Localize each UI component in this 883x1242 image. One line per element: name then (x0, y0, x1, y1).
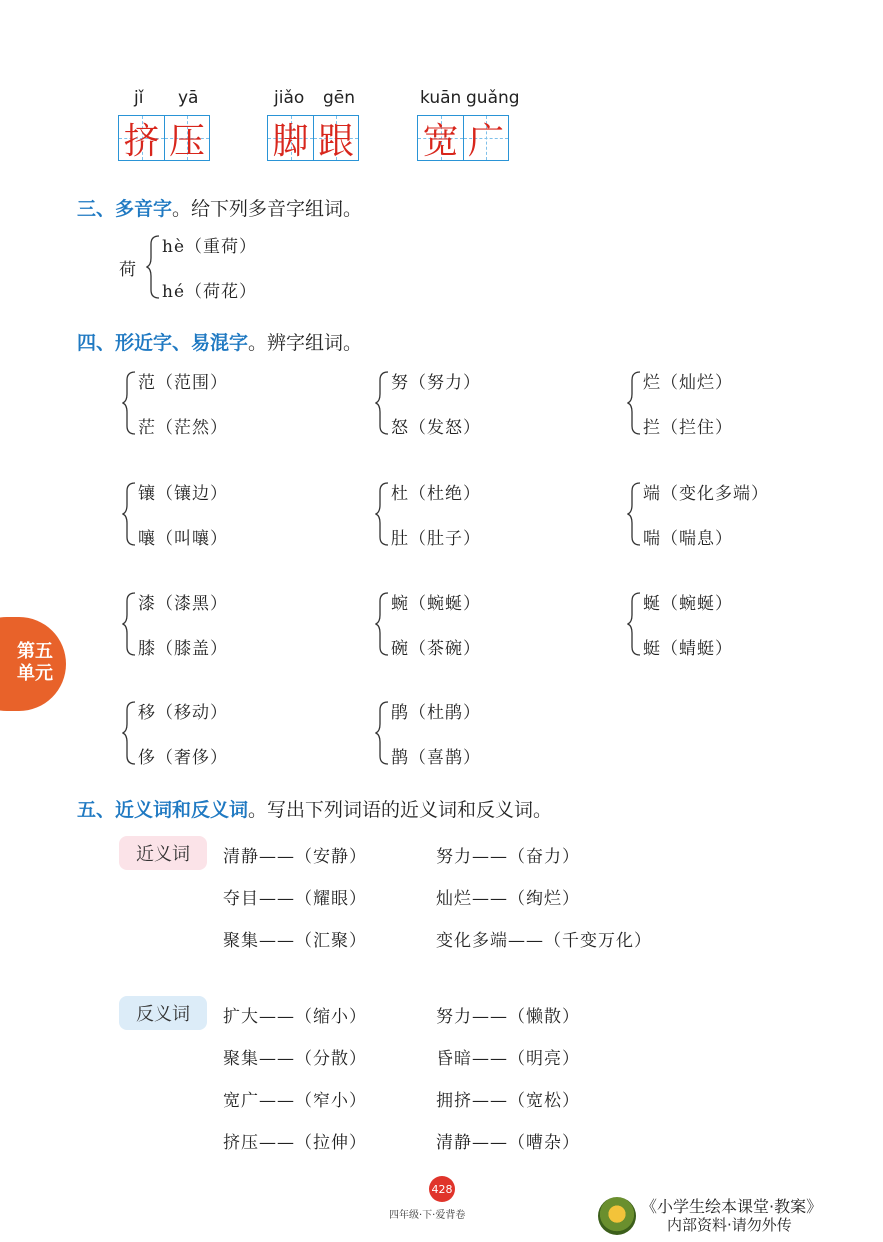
char-pair-group (375, 698, 615, 768)
char-pair-group (375, 368, 615, 438)
pinyin-syllable: yā (178, 88, 199, 108)
pinyin-syllable: guǎng (466, 88, 520, 108)
pair-line: 努（努力） (391, 373, 481, 393)
pair-line: 怒（发怒） (391, 418, 481, 438)
section-heading-4 (77, 328, 362, 355)
char-pair-group (627, 368, 867, 438)
book-logo-icon (598, 1197, 636, 1235)
writing-cell (313, 115, 359, 161)
section-instruction: 。辨字组词。 (248, 332, 363, 354)
brace-icon (375, 589, 391, 659)
synonym-item: 夺目——（耀眼） (223, 889, 367, 909)
pair-line: 蜒（蜿蜒） (643, 594, 733, 614)
brace-icon (375, 698, 391, 768)
brace-icon (627, 589, 643, 659)
pair-line: 范（范围） (138, 373, 228, 393)
antonym-item: 挤压——（拉伸） (223, 1133, 367, 1153)
pair-line: 喘（喘息） (643, 529, 733, 549)
brace-icon (122, 589, 138, 659)
writing-cell (267, 115, 313, 161)
synonym-item: 灿烂——（绚烂） (436, 889, 580, 909)
pair-line: 鹃（杜鹃） (391, 703, 481, 723)
section-instruction: 。写出下列词语的近义词和反义词。 (248, 799, 553, 821)
section-title: 形近字、易混字 (115, 332, 249, 354)
section-title: 多音字 (115, 198, 173, 220)
pair-line: 蜓（蜻蜓） (643, 639, 733, 659)
hanzi-char: 挤 (123, 120, 160, 162)
antonym-item: 拥挤——（宽松） (436, 1091, 580, 1111)
antonym-item: 宽广——（窄小） (223, 1091, 367, 1111)
pair-line: 杜（杜绝） (391, 484, 481, 504)
pair-line: 拦（拦住） (643, 418, 733, 438)
brace-icon (122, 479, 138, 549)
synonym-item: 努力——（奋力） (436, 847, 580, 867)
brace-icon (627, 368, 643, 438)
char-pair-group (122, 698, 362, 768)
pair-line: 移（移动） (138, 703, 228, 723)
pinyin-syllable: jiǎo (274, 88, 305, 108)
synonym-item: 变化多端——（千变万化） (436, 931, 652, 951)
char-pair-group (375, 589, 615, 659)
section-heading-5 (77, 795, 552, 822)
synonym-item: 清静——（安静） (223, 847, 367, 867)
book-title: 《小学生绘本课堂·教案》 (641, 1197, 823, 1216)
section-number: 五、 (77, 799, 116, 821)
antonym-item: 昏暗——（明亮） (436, 1049, 580, 1069)
antonym-item: 努力——（懒散） (436, 1007, 580, 1027)
char-pair-group (122, 368, 362, 438)
writing-cell (417, 115, 463, 161)
hanzi-char: 广 (467, 120, 504, 162)
section-title: 近义词和反义词 (115, 799, 249, 821)
antonym-item: 聚集——（分散） (223, 1049, 367, 1069)
section-number: 三、 (77, 198, 116, 220)
pair-line: 鹊（喜鹊） (391, 748, 481, 768)
char-pair-group (122, 479, 362, 549)
hanzi-char: 压 (168, 120, 205, 162)
synonym-tag: 近义词 (119, 836, 207, 870)
brace-icon (627, 479, 643, 549)
char-pair-group (627, 479, 867, 549)
brace-icon (375, 368, 391, 438)
char-pair-group (122, 589, 362, 659)
section-instruction: 。给下列多音字组词。 (172, 198, 363, 220)
brace-icon (122, 368, 138, 438)
pair-line: 碗（茶碗） (391, 639, 481, 659)
reading-line: hè（重荷） (162, 237, 258, 257)
pair-line: 茫（茫然） (138, 418, 228, 438)
synonym-item: 聚集——（汇聚） (223, 931, 367, 951)
writing-cell (164, 115, 210, 161)
grade-label: 四年级·下·爱背卷 (389, 1210, 466, 1221)
hanzi-char: 脚 (272, 120, 309, 162)
brace-icon (375, 479, 391, 549)
unit-tab-label: 第五单元 (17, 641, 53, 684)
pair-line: 端（变化多端） (643, 484, 769, 504)
pair-line: 肚（肚子） (391, 529, 481, 549)
hanzi-char: 跟 (317, 120, 354, 162)
page-number: 428 (429, 1176, 455, 1202)
hanzi-char: 宽 (422, 120, 459, 162)
polyphone-group (146, 232, 386, 302)
polyphone-char: 荷 (119, 260, 136, 280)
brace-icon (146, 232, 162, 302)
section-heading-3 (77, 194, 362, 221)
antonym-tag: 反义词 (119, 996, 207, 1030)
char-pair-group (627, 589, 867, 659)
pair-line: 镶（镶边） (138, 484, 228, 504)
pair-line: 嚷（叫嚷） (138, 529, 228, 549)
writing-cell (463, 115, 509, 161)
section-number: 四、 (77, 332, 116, 354)
pinyin-syllable: kuān (420, 88, 462, 108)
antonym-item: 清静——（嘈杂） (436, 1133, 580, 1153)
pair-line: 侈（奢侈） (138, 748, 228, 768)
writing-cell (118, 115, 164, 161)
pair-line: 蜿（蜿蜒） (391, 594, 481, 614)
char-pair-group (375, 479, 615, 549)
pair-line: 烂（灿烂） (643, 373, 733, 393)
unit-tab (0, 617, 66, 711)
antonym-item: 扩大——（缩小） (223, 1007, 367, 1027)
pair-line: 膝（膝盖） (138, 639, 228, 659)
reading-line: hé（荷花） (162, 282, 258, 302)
pinyin-syllable: gēn (323, 88, 356, 108)
pinyin-syllable: jǐ (134, 88, 144, 108)
internal-notice: 内部资料·请勿外传 (667, 1216, 792, 1234)
pair-line: 漆（漆黑） (138, 594, 228, 614)
brace-icon (122, 698, 138, 768)
